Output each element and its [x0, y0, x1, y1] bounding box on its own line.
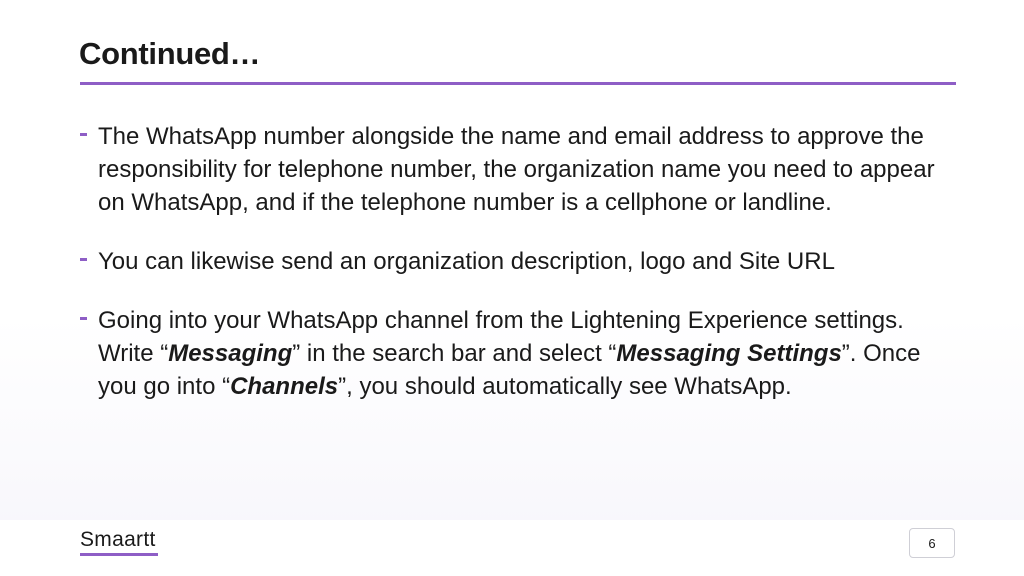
- page-number: 6: [909, 528, 955, 558]
- bullet-dash-icon: [80, 258, 87, 261]
- bullet-item: [80, 245, 950, 278]
- bullet-text-segment: Going into your WhatsApp channel from the Lightening Experience settings. Write “: [98, 307, 904, 367]
- bullet-text: [98, 245, 950, 278]
- bullet-text-segment: You can likewise send an organization description, logo and Site URL: [98, 248, 835, 275]
- bullet-text: [98, 120, 950, 219]
- emphasized-term: Messaging: [168, 340, 293, 367]
- bullet-text-segment: ”. Once you go into “: [98, 340, 921, 400]
- bullet-text-segment: ”, you should automatically see WhatsApp.: [338, 373, 792, 400]
- bullet-item: [80, 120, 950, 219]
- bullet-dash-icon: [80, 133, 87, 136]
- logo: [80, 528, 158, 556]
- emphasized-term: Messaging Settings: [616, 340, 842, 367]
- bullet-text-segment: The WhatsApp number alongside the name and email address to approve the responsibility for telephone number, the organization name you need to appear on WhatsApp, and if the telephone number is a cellphone or landline.: [98, 123, 935, 216]
- logo-underline: [80, 553, 158, 556]
- bullet-dash-icon: [80, 317, 87, 320]
- title-rule: [80, 82, 956, 85]
- bullet-item: [80, 304, 950, 403]
- bullet-list: [80, 120, 950, 429]
- emphasized-term: Channels: [230, 373, 339, 400]
- slide-title: Continued…: [79, 36, 261, 71]
- bullet-text: [98, 304, 950, 403]
- bullet-text-segment: ” in the search bar and select “: [292, 340, 617, 367]
- logo-text: Smaartt: [80, 528, 156, 551]
